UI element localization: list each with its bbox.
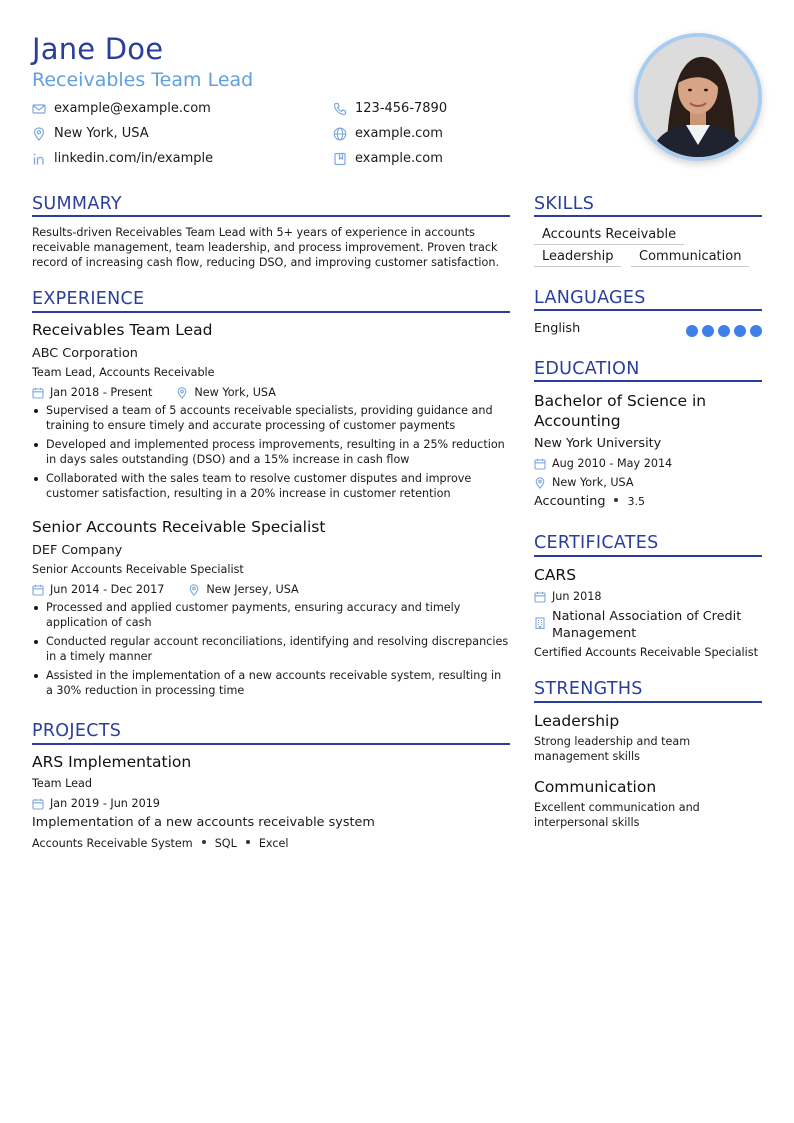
job-dates: Jun 2014 - Dec 2017 [50, 583, 165, 596]
certificates-divider [534, 555, 762, 557]
proficiency-dot [686, 325, 698, 337]
project-meta [32, 796, 160, 811]
list-item: Developed and implemented process improvements, resulting in a 25% reduction in days sales outstanding (DSO) and a 15% increase in cash flow [32, 437, 510, 467]
email-icon [32, 102, 46, 116]
list-item: Conducted regular account reconciliations, identifying and resolving discrepancies in a timely manner [32, 634, 510, 664]
list-item: Collaborated with the sales team to resolve customer disputes and improve customer satisfaction, resulting in a 20% increase in customer retention [32, 471, 510, 501]
education-location: New York, USA [552, 476, 634, 489]
calendar-icon [534, 458, 546, 470]
contact-phone[interactable] [333, 101, 447, 117]
certificate-description: Certified Accounts Receivable Specialist [534, 646, 758, 659]
building-icon [534, 617, 546, 629]
summary-divider [32, 215, 510, 217]
skills-divider [534, 215, 762, 217]
bookmark-icon [333, 152, 347, 166]
strength-description: Excellent communication and interpersonal skills [534, 801, 700, 829]
skill-tag: Communication [631, 248, 749, 267]
tech-item: Excel [258, 837, 289, 850]
portfolio-text: example.com [355, 151, 443, 166]
strengths-heading: STRENGTHS [534, 679, 643, 699]
project-description: Implementation of a new accounts receivable system [32, 815, 375, 830]
location-pin-icon [32, 127, 46, 141]
strength-description: Strong leadership and team management skills [534, 735, 691, 763]
job-location: New York, USA [194, 386, 276, 399]
candidate-name: Jane Doe [32, 32, 164, 66]
calendar-icon [32, 584, 44, 596]
education-gpa: 3.5 [627, 495, 645, 508]
email-text: example@example.com [54, 101, 211, 116]
website-text: example.com [355, 126, 443, 141]
skills-heading: SKILLS [534, 194, 595, 214]
list-item: Processed and applied customer payments, ensuring accuracy and timely application of cash [32, 600, 510, 630]
list-item: Supervised a team of 5 accounts receivable specialists, providing guidance and training to ensure timely and accurate processing of customer payments [32, 403, 510, 433]
experience-divider [32, 311, 510, 313]
job-bullets [32, 600, 510, 702]
certificate-date: Jun 2018 [552, 590, 602, 603]
contact-location [32, 126, 149, 142]
tech-item: Accounts Receivable System [32, 837, 193, 850]
education-divider [534, 380, 762, 382]
job-bullets [32, 403, 510, 505]
job-dates: Jan 2018 - Present [50, 386, 153, 399]
education-field: Accounting [534, 494, 606, 509]
contact-email[interactable] [32, 101, 211, 117]
profile-photo [634, 33, 762, 161]
job-company: ABC Corporation [32, 346, 138, 361]
proficiency-dot [734, 325, 746, 337]
education-school: New York University [534, 436, 662, 451]
contact-linkedin[interactable] [32, 151, 213, 167]
skill-tag: Leadership [534, 248, 621, 267]
education-degree: Bachelor of Science in Accounting [534, 392, 707, 430]
job-company: DEF Company [32, 543, 123, 558]
strength-title: Leadership [534, 712, 620, 730]
list-item: Assisted in the implementation of a new accounts receivable system, resulting in a 30% reduction in processing time [32, 668, 510, 698]
project-tech [32, 836, 288, 851]
tech-item: SQL [214, 837, 237, 850]
location-pin-icon [188, 584, 200, 596]
avatar [638, 37, 758, 157]
projects-divider [32, 743, 510, 745]
language-name: English [534, 321, 581, 336]
linkedin-icon [32, 152, 46, 166]
certificate-date-row [534, 589, 602, 604]
project-dates: Jan 2019 - Jun 2019 [50, 797, 160, 810]
proficiency-dot [718, 325, 730, 337]
calendar-icon [32, 387, 44, 399]
job-title: Senior Accounts Receivable Specialist [32, 518, 326, 536]
contact-portfolio[interactable] [333, 151, 443, 167]
summary-text: Results-driven Receivables Team Lead with 5+ years of experience in accounts receivable management, team leadership, and process improvement. Proven track record of increasing cash flow, reducing DSO, and improving customer satisfaction. [32, 226, 500, 269]
certificate-issuer: National Association of Credit Management [552, 609, 742, 641]
job-subtitle: Team Lead, Accounts Receivable [32, 366, 215, 379]
certificate-issuer-row [534, 609, 762, 642]
location-text: New York, USA [54, 126, 149, 141]
calendar-icon [534, 591, 546, 603]
strengths-divider [534, 701, 762, 703]
proficiency-dot [750, 325, 762, 337]
certificates-heading: CERTIFICATES [534, 533, 659, 553]
phone-text: 123-456-7890 [355, 101, 448, 116]
proficiency-dot [702, 325, 714, 337]
experience-heading: EXPERIENCE [32, 289, 145, 309]
languages-heading: LANGUAGES [534, 288, 646, 308]
location-pin-icon [176, 387, 188, 399]
project-role: Team Lead [32, 777, 92, 790]
education-dates-row [534, 456, 672, 471]
linkedin-text: linkedin.com/in/example [54, 151, 214, 166]
education-location-row [534, 475, 634, 490]
education-heading: EDUCATION [534, 359, 640, 379]
projects-heading: PROJECTS [32, 721, 122, 741]
calendar-icon [32, 798, 44, 810]
job-subtitle: Senior Accounts Receivable Specialist [32, 563, 244, 576]
skill-tag: Accounts Receivable [534, 226, 684, 245]
summary-heading: SUMMARY [32, 194, 122, 214]
job-meta [32, 582, 299, 597]
project-title: ARS Implementation [32, 753, 192, 771]
certificate-name: CARS [534, 566, 577, 584]
job-meta [32, 385, 276, 400]
strength-title: Communication [534, 778, 657, 796]
languages-divider [534, 309, 762, 311]
contact-website[interactable] [333, 126, 443, 142]
globe-icon [333, 127, 347, 141]
job-title: Receivables Team Lead [32, 321, 213, 339]
phone-icon [333, 102, 347, 116]
job-location: New Jersey, USA [206, 583, 299, 596]
location-pin-icon [534, 477, 546, 489]
education-dates: Aug 2010 - May 2014 [552, 457, 673, 470]
education-field-gpa [534, 494, 645, 510]
candidate-title: Receivables Team Lead [32, 69, 254, 91]
